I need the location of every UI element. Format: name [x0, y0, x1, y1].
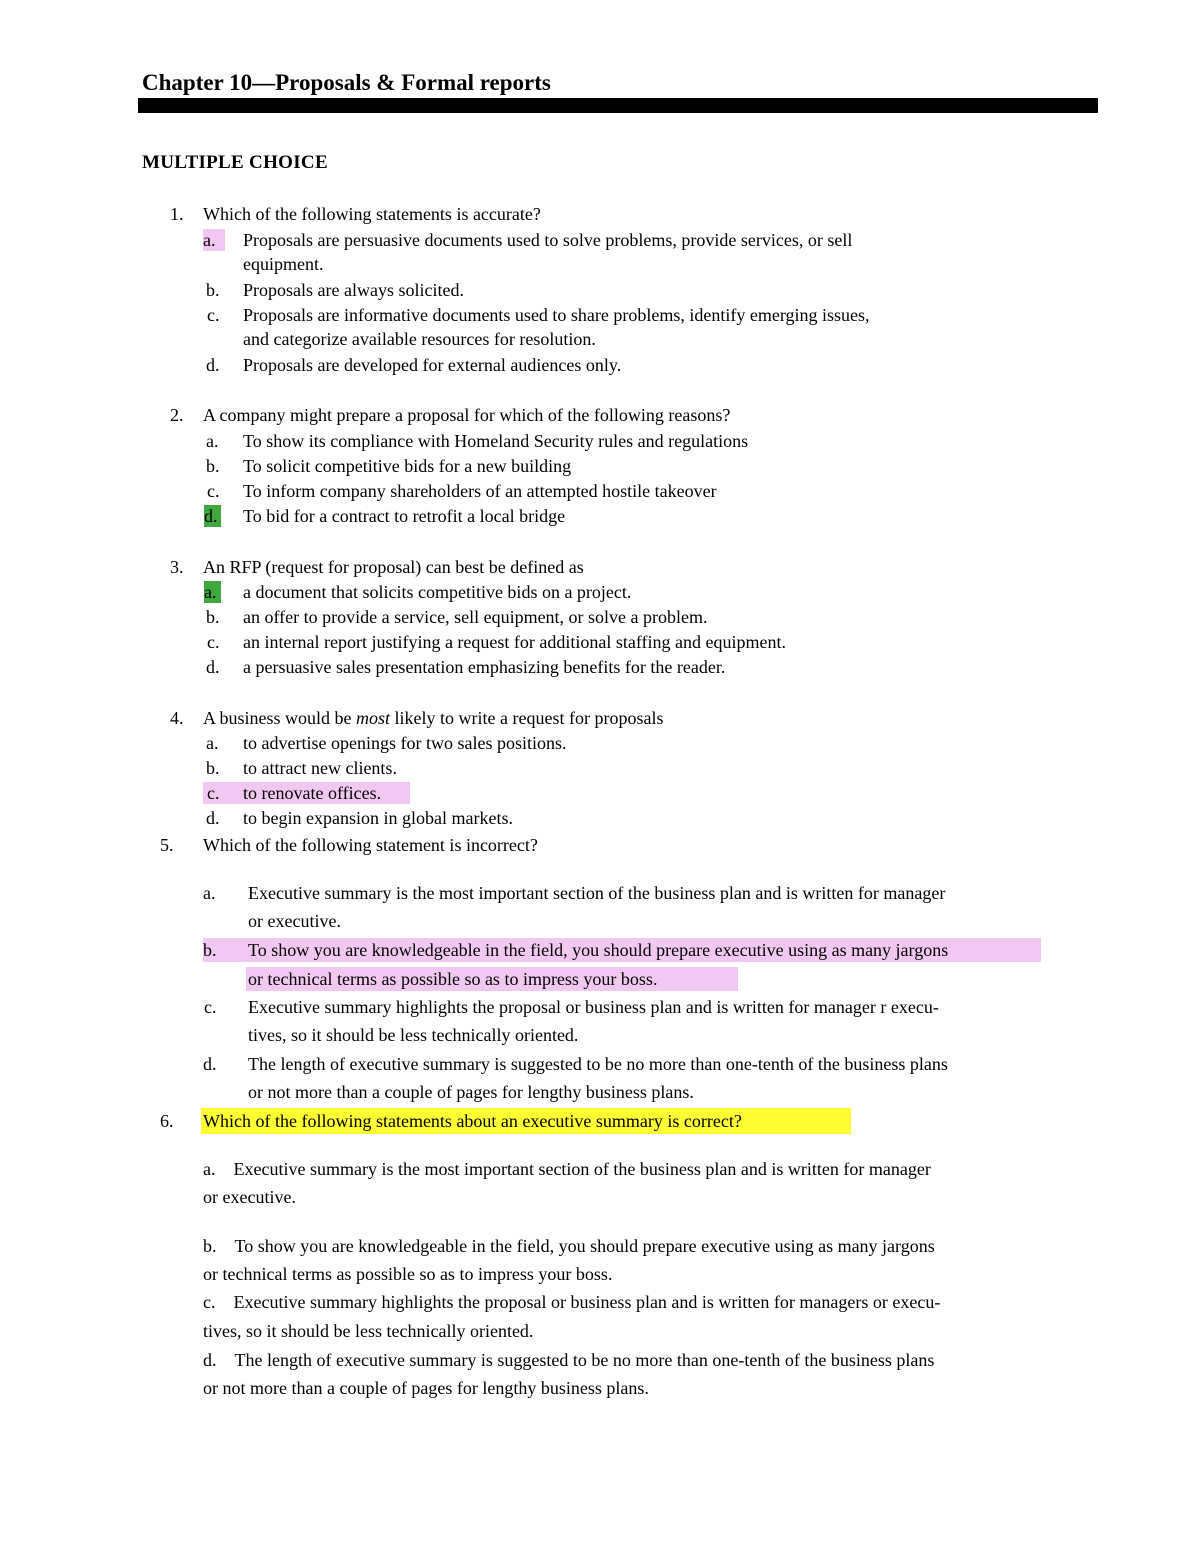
option-letter: b. — [206, 456, 220, 476]
option-text: To solicit competitive bids for a new building — [243, 456, 572, 476]
question-number: 2. — [170, 405, 184, 425]
option-letter: b. — [203, 1236, 217, 1256]
option-letter: c. — [203, 1292, 216, 1312]
option-letter: a. — [206, 431, 219, 451]
option-text: To show you are knowledgeable in the field, you should prepare executive using as many jargons — [234, 1236, 935, 1256]
option-letter: d. — [206, 808, 220, 828]
question-stem: Which of the following statements about an executive summary is correct? — [203, 1111, 742, 1131]
option-text: or technical terms as possible so as to impress your boss. — [203, 1264, 613, 1284]
option-text: tives, so it should be less technically oriented. — [248, 1025, 579, 1045]
option-text: or executive. — [248, 911, 341, 931]
question-number: 3. — [170, 557, 184, 577]
option-b — [203, 1235, 935, 1257]
option-text: equipment. — [243, 254, 324, 274]
option-text: To bid for a contract to retrofit a local bridge — [243, 506, 566, 526]
option-text: Proposals are informative documents used to share problems, identify emerging issues, — [243, 305, 870, 325]
answer-letter-highlight: d. — [204, 505, 221, 527]
option-text: To show its compliance with Homeland Security rules and regulations — [243, 431, 749, 451]
option-text: Proposals are persuasive documents used to solve problems, provide services, or sell — [243, 230, 853, 250]
section-heading: MULTIPLE CHOICE — [142, 152, 328, 173]
option-text: Executive summary is the most important section of the business plan and is written for manager — [233, 1159, 931, 1179]
question-stem: A company might prepare a proposal for which of the following reasons? — [203, 405, 731, 425]
question-number: 6. — [160, 1111, 174, 1131]
option-letter: d. — [203, 1350, 217, 1370]
option-letter: a. — [203, 1159, 216, 1179]
option-text: and categorize available resources for resolution. — [243, 329, 596, 349]
option-letter: c. — [207, 305, 220, 325]
option-text: Proposals are developed for external audiences only. — [243, 355, 622, 375]
option-letter: a. — [203, 883, 216, 903]
answer-letter-highlight: a. — [203, 229, 225, 251]
question-number: 4. — [170, 708, 184, 728]
question-stem: Which of the following statement is incorrect? — [203, 835, 538, 855]
option-text: Executive summary highlights the proposal or business plan and is written for manager r execu- — [248, 997, 939, 1017]
option-letter: d. — [206, 355, 220, 375]
option-letter: c. — [207, 481, 220, 501]
option-text: to renovate offices. — [243, 783, 382, 803]
option-letter: d. — [203, 1054, 217, 1074]
chapter-title: Chapter 10—Proposals & Formal reports — [142, 70, 551, 95]
title-rule — [138, 98, 1098, 113]
option-text: a persuasive sales presentation emphasizing benefits for the reader. — [243, 657, 726, 677]
option-text: or not more than a couple of pages for lengthy business plans. — [248, 1082, 694, 1102]
stem-text: A business would be — [203, 708, 356, 728]
stem-text: likely to write a request for proposals — [390, 708, 664, 728]
option-letter: b. — [203, 940, 217, 960]
option-letter: b. — [206, 758, 220, 778]
option-text: The length of executive summary is suggested to be no more than one-tenth of the business plans — [234, 1350, 935, 1370]
option-letter: d. — [206, 657, 220, 677]
option-text: Executive summary highlights the proposal or business plan and is written for managers or execu- — [233, 1292, 941, 1312]
question-stem — [203, 707, 663, 729]
option-letter: c. — [207, 632, 220, 652]
option-text: to begin expansion in global markets. — [243, 808, 513, 828]
answer-letter-highlight: a. — [204, 581, 221, 603]
option-text: To show you are knowledgeable in the field, you should prepare executive using as many jargons — [248, 940, 949, 960]
option-text: a document that solicits competitive bids on a project. — [243, 582, 632, 602]
question-number: 1. — [170, 204, 184, 224]
option-text: To inform company shareholders of an attempted hostile takeover — [243, 481, 717, 501]
option-text: an offer to provide a service, sell equipment, or solve a problem. — [243, 607, 708, 627]
option-d — [203, 1349, 934, 1371]
option-letter: a. — [206, 733, 219, 753]
option-letter: b. — [206, 280, 220, 300]
option-text: tives, so it should be less technically oriented. — [203, 1321, 534, 1341]
question-stem: An RFP (request for proposal) can best be defined as — [203, 557, 584, 577]
option-c — [203, 1291, 940, 1313]
option-a — [203, 1158, 931, 1180]
option-text: to attract new clients. — [243, 758, 397, 778]
stem-emphasis: most — [356, 708, 391, 728]
option-text: Executive summary is the most important section of the business plan and is written for manager — [248, 883, 946, 903]
question-number: 5. — [160, 835, 174, 855]
option-text: The length of executive summary is suggested to be no more than one-tenth of the business plans — [248, 1054, 948, 1074]
option-text: Proposals are always solicited. — [243, 280, 464, 300]
option-text: to advertise openings for two sales positions. — [243, 733, 567, 753]
option-text: or technical terms as possible so as to impress your boss. — [248, 969, 658, 989]
option-text: an internal report justifying a request for additional staffing and equipment. — [243, 632, 787, 652]
option-letter: c. — [204, 997, 217, 1017]
option-text: or not more than a couple of pages for lengthy business plans. — [203, 1378, 649, 1398]
question-stem: Which of the following statements is accurate? — [203, 204, 541, 224]
option-text: or executive. — [203, 1187, 296, 1207]
option-letter: b. — [206, 607, 220, 627]
option-letter: c. — [207, 783, 220, 803]
